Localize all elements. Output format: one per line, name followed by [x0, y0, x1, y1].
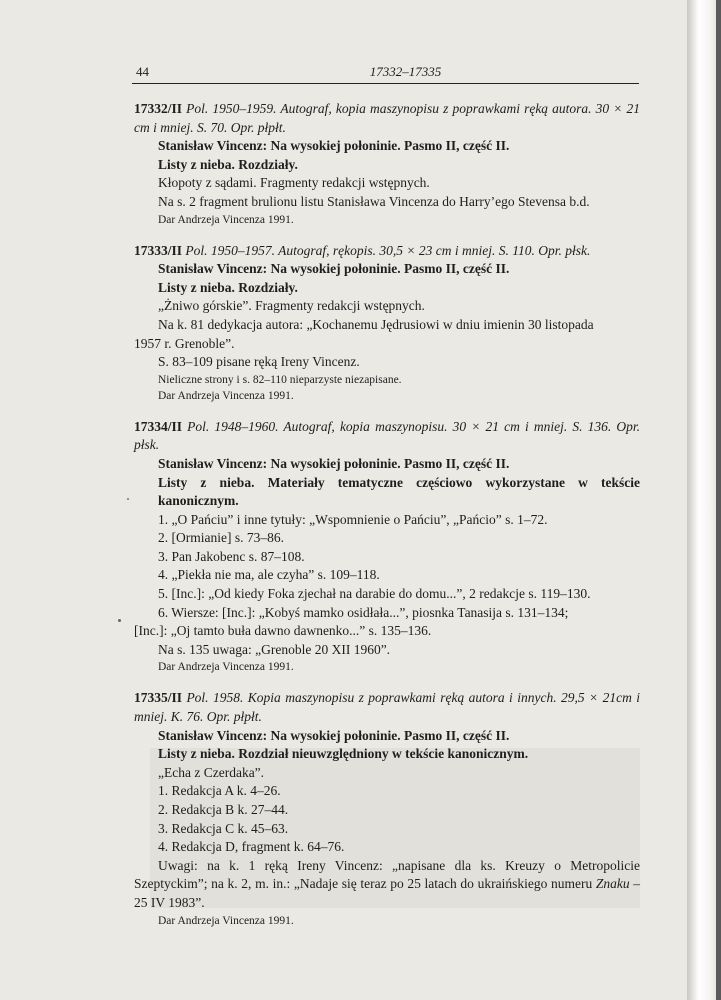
- entry-note: Nieliczne strony i s. 82–110 nieparzyste niezapisane.: [158, 373, 402, 386]
- entry-line: 1. Redakcja A k. 4–26.: [158, 783, 281, 799]
- entry-line: 3. Pan Jakobenc s. 87–108.: [158, 548, 305, 564]
- catalog-entry: [134, 100, 640, 228]
- entry-note: Dar Andrzeja Vincenza 1991.: [158, 213, 294, 226]
- entry-line: 5. [Inc.]: „Od kiedy Foka zjechał na darabie do domu...”, 2 redakcje s. 119–130.: [158, 586, 591, 602]
- catalog-entry: [134, 418, 640, 676]
- catalog-entry: [134, 242, 640, 404]
- entry-range: 17332–17335: [369, 64, 442, 79]
- entry-number: 17332/II: [134, 101, 183, 116]
- entry-description: Pol. 1958. Kopia maszynopisu z poprawkami ręką autora i innych. 29,5 × 21cm i mniej. K. 76. Opr. płpłt.: [134, 690, 640, 725]
- entry-line: Na s. 2 fragment brulionu listu Stanisława Vincenza do Harry’ego Stevensa b.d.: [158, 193, 590, 209]
- entry-description: Pol. 1950–1959. Autograf, kopia maszynopisu z poprawkami ręką autora. 30 × 21 cm i mniej. S. 70. Opr. płpłt.: [134, 101, 641, 135]
- entry-line: 2. Redakcja B k. 27–44.: [158, 802, 289, 817]
- scan-speck: [127, 498, 129, 500]
- entry-line: 3. Redakcja C k. 45–63.: [158, 820, 289, 836]
- entry-remarks: [134, 857, 640, 913]
- entry-title: Stanisław Vincenz: Na wysokiej połoninie. Pasmo II, część II.: [158, 138, 510, 154]
- entry-line: 1957 r. Grenoble”.: [134, 335, 235, 351]
- entry-subtitle: Listy z nieba. Rozdziały.: [158, 279, 298, 295]
- scan-speck: [118, 619, 121, 622]
- catalog-entries: [134, 100, 640, 943]
- entry-heading: [134, 418, 640, 455]
- entry-line: [Inc.]: „Oj tamto buła dawno dawnenko...” s. 135–136.: [134, 623, 432, 639]
- entry-subtitle: Listy z nieba. Materiały tematyczne częściowo wykorzystane w tekście kanonicznym.: [158, 474, 640, 509]
- entry-line: Uwagi: na k. 1 ręką Ireny Vincenz: „napisane dla ks. Kreuzy o Metropolicie Szeptyckim”; na k. 2, m. in.: „Nadaje się teraz po 25 latach do ukraińskiego numeru: [134, 857, 640, 892]
- entry-subtitle: Listy z nieba. Rozdziały.: [158, 156, 298, 172]
- entry-line: Kłopoty z sądami. Fragmenty redakcji wstępnych.: [158, 175, 430, 191]
- entry-title: Stanisław Vincenz: Na wysokiej połoninie. Pasmo II, część II.: [158, 727, 510, 743]
- entry-subtitle: Listy z nieba. Rozdział nieuwzględniony w tekście kanonicznym.: [158, 746, 529, 762]
- catalog-entry: [134, 689, 640, 928]
- entry-line: „Żniwo górskie”. Fragmenty redakcji wstępnych.: [158, 298, 425, 314]
- entry-line: S. 83–109 pisane ręką Ireny Vincenz.: [158, 354, 360, 370]
- running-head: [132, 62, 639, 84]
- entry-number: 17333/II: [134, 242, 183, 258]
- entry-line: Na k. 81 dedykacja autora: „Kochanemu Jędrusiowi w dniu imienin 30 listopada: [158, 316, 594, 332]
- entry-line: 4. Redakcja D, fragment k. 64–76.: [158, 839, 345, 855]
- entry-heading: [134, 242, 640, 261]
- entry-heading: [134, 100, 640, 137]
- entry-line: 6. Wiersze: [Inc.]: „Kobyś mamko osidłała...”, piosnka Tanasija s. 131–134;: [158, 604, 569, 620]
- scan-edge: [716, 0, 721, 1000]
- entry-line: Na s. 135 uwaga: „Grenoble 20 XII 1960”.: [158, 641, 391, 657]
- entry-title: Stanisław Vincenz: Na wysokiej połoninie. Pasmo II, część II.: [158, 261, 510, 277]
- entry-number: 17335/II: [134, 690, 183, 706]
- entry-line: 2. [Ormianie] s. 73–86.: [158, 530, 284, 546]
- entry-note: Dar Andrzeja Vincenza 1991.: [158, 914, 294, 927]
- entry-number: 17334/II: [134, 418, 183, 434]
- journal-title: Znaku: [595, 876, 630, 892]
- entry-line: 4. „Piekła nie ma, ale czyha” s. 109–118.: [158, 567, 380, 583]
- entry-line: 1. „O Pańciu” i inne tytuły: „Wspomnienie o Pańciu”, „Pańcio” s. 1–72.: [158, 511, 548, 527]
- entry-heading: [134, 689, 640, 726]
- page-number: 44: [136, 64, 149, 79]
- entry-description: Pol. 1948–1960. Autograf, kopia maszynopisu. 30 × 21 cm i mniej. S. 136. Opr. płsk.: [134, 418, 640, 453]
- entry-line: „Echa z Czerdaka”.: [158, 764, 265, 780]
- entry-description: Pol. 1950–1957. Autograf, rękopis. 30,5 × 23 cm i mniej. S. 110. Opr. płsk.: [185, 242, 591, 258]
- entry-note: Dar Andrzeja Vincenza 1991.: [158, 661, 294, 674]
- entry-note: Dar Andrzeja Vincenza 1991.: [158, 389, 294, 402]
- entry-line: – 25 IV 1983”.: [134, 876, 641, 910]
- entry-title: Stanisław Vincenz: Na wysokiej połoninie. Pasmo II, część II.: [158, 455, 510, 471]
